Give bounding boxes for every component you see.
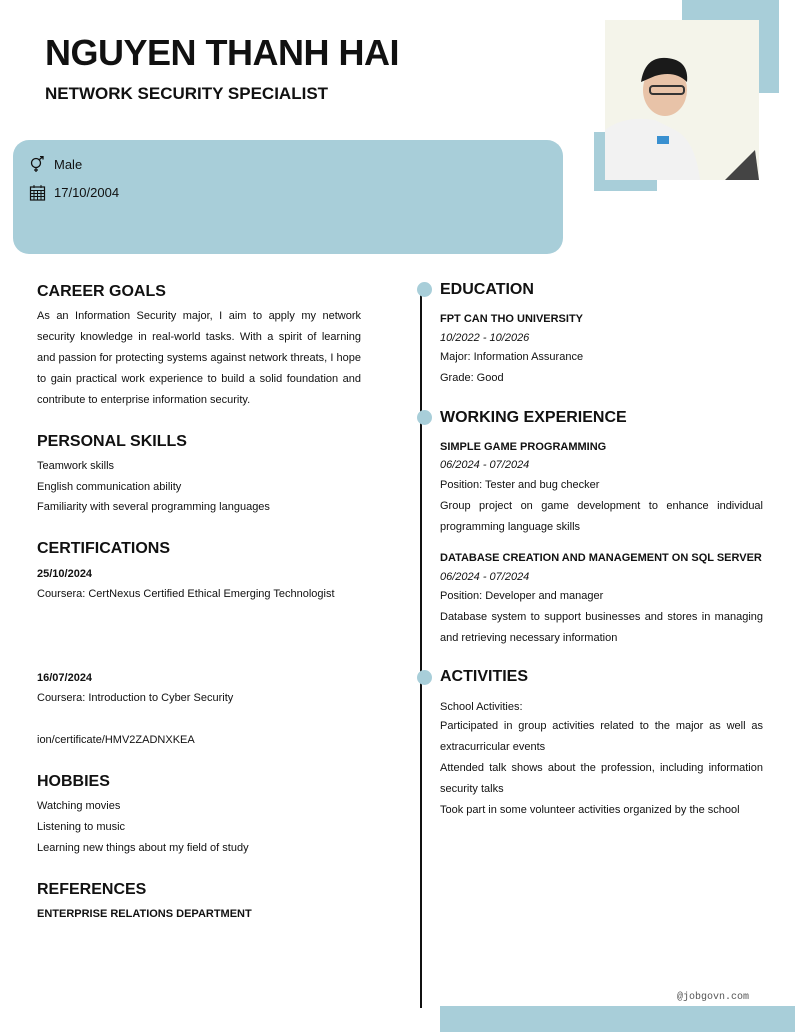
cert-link[interactable]: ion/certificate/HMV2ZADNXKEA [37, 734, 195, 746]
skill-item: Familiarity with several programming languages [37, 501, 270, 513]
calendar-icon [29, 184, 46, 201]
hobby-item: Learning new things about my field of study [37, 842, 249, 854]
skill-item: English communication ability [37, 481, 182, 493]
skills-heading: PERSONAL SKILLS [37, 433, 187, 450]
education-heading: EDUCATION [440, 281, 534, 298]
cert-name: Coursera: Introduction to Cyber Security [37, 692, 234, 704]
candidate-name: NGUYEN THANH HAI [45, 32, 400, 73]
watermark: @jobgovn.com [677, 992, 750, 1003]
timeline-dot [417, 410, 432, 425]
education-major: Major: Information Assurance [440, 351, 584, 363]
job-title: NETWORK SECURITY SPECIALIST [45, 84, 329, 103]
experience-period: 06/2024 - 07/2024 [440, 571, 530, 583]
profile-photo [605, 20, 759, 180]
birthdate-value: 17/10/2004 [54, 185, 120, 200]
timeline-line [420, 290, 422, 1008]
hobby-item: Listening to music [37, 821, 126, 833]
school-name: FPT CAN THO UNIVERSITY [440, 313, 584, 325]
activity-item: Participated in group activities related to the major as well as extracurricular events [440, 720, 763, 753]
gender-row [29, 156, 82, 173]
gender-value: Male [54, 157, 83, 172]
hobbies-heading: HOBBIES [37, 773, 110, 790]
experience-period: 06/2024 - 07/2024 [440, 459, 530, 471]
experience-desc: Group project on game development to enhance individual programming language skills [440, 500, 763, 533]
timeline-dot [417, 670, 432, 685]
personal-info-panel [13, 140, 563, 254]
birthdate-row [29, 184, 119, 201]
gender-icon [29, 156, 46, 173]
decor-bar-bottom [440, 1006, 795, 1032]
activity-item: Took part in some volunteer activities organized by the school [440, 804, 740, 816]
cert-date: 25/10/2024 [37, 568, 93, 580]
experience-position: Position: Tester and bug checker [440, 479, 600, 491]
career-goals-text: As an Information Security major, I aim to apply my network security knowledge in real-world tasks. With a spirit of learning and passion for protecting systems against network threats, I hope to gain practical work experience to build a solid foundation and contribute to enterprise information security. [37, 310, 361, 406]
experience-title: DATABASE CREATION AND MANAGEMENT ON SQL SERVER [440, 552, 762, 564]
experience-title: SIMPLE GAME PROGRAMMING [440, 441, 607, 453]
activity-item: Attended talk shows about the profession, including information security talks [440, 762, 763, 795]
experience-position: Position: Developer and manager [440, 590, 604, 602]
skill-item: Teamwork skills [37, 460, 115, 472]
cert-name: Coursera: CertNexus Certified Ethical Emerging Technologist [37, 588, 335, 600]
activity-item: School Activities: [440, 701, 523, 713]
reference-item: ENTERPRISE RELATIONS DEPARTMENT [37, 908, 252, 920]
education-period: 10/2022 - 10/2026 [440, 332, 530, 344]
timeline-dot [417, 282, 432, 297]
education-grade: Grade: Good [440, 372, 504, 384]
cert-date: 16/07/2024 [37, 672, 93, 684]
hobby-item: Watching movies [37, 800, 121, 812]
references-heading: REFERENCES [37, 881, 147, 898]
experience-desc: Database system to support businesses and stores in managing and retrieving necessary information [440, 611, 763, 644]
activities-heading: ACTIVITIES [440, 668, 529, 685]
experience-heading: WORKING EXPERIENCE [440, 409, 627, 426]
certifications-heading: CERTIFICATIONS [37, 540, 171, 557]
career-goals-heading: CAREER GOALS [37, 283, 166, 300]
